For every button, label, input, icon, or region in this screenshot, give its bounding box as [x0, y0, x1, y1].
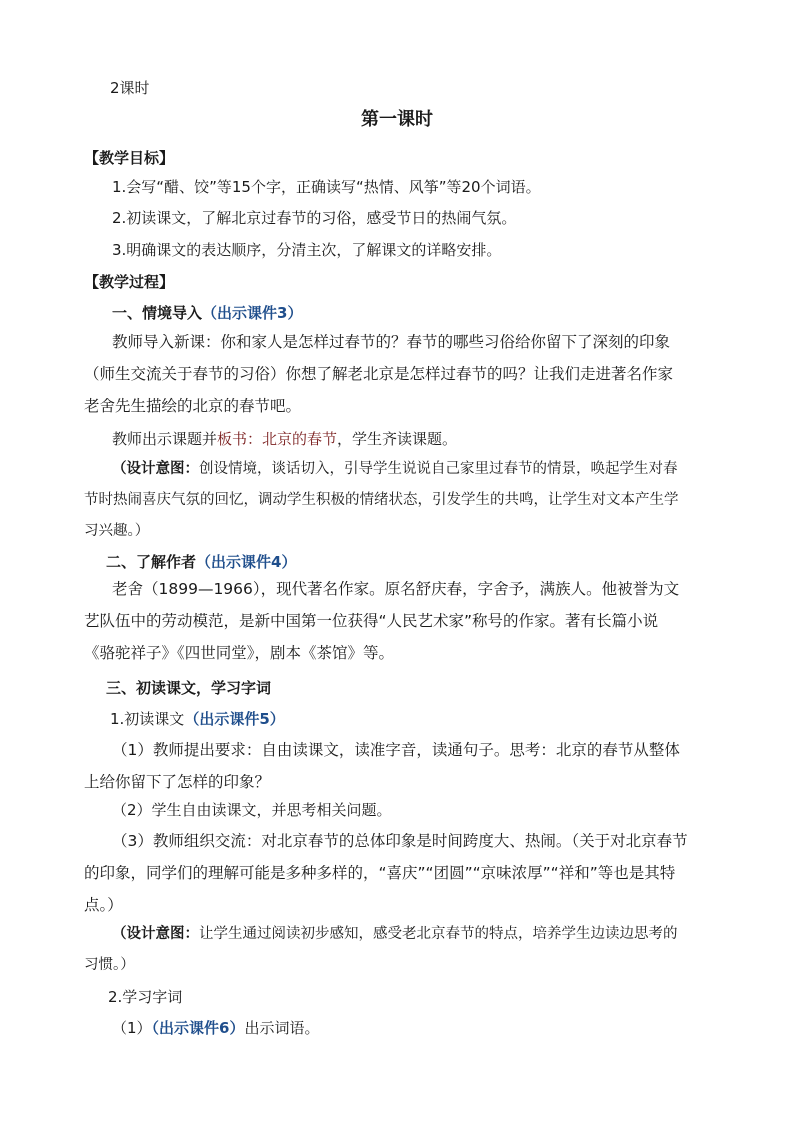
section-1-design-intent [84, 454, 690, 547]
section-1-paragraph-1: 教师导入新课：你和家人是怎样过春节的？春节的哪些习俗给你留下了深刻的印象（师生交流关于春节的习俗）你想了解老北京是怎样过春节的吗？让我们走进著名作家老舍先生描绘的北京的春节吧。 [84, 333, 674, 415]
design-intent-text-2: 让学生通过阅读初步感知，感受老北京春节的特点，培养学生边读边思考的习惯。） [84, 926, 678, 973]
sub-1-title: 1.初读课文 [110, 710, 185, 728]
step-1: （1）教师提出要求：自由读课文，读准字音，读通句子。思考：北京的春节从整体上给你留下了怎样的印象？ [84, 741, 680, 791]
section-1-ref: （出示课件3） [202, 304, 303, 322]
section-1-paragraph-2 [112, 428, 712, 450]
step-4-ref: （出示课件6） [151, 1019, 245, 1037]
section-2-heading [106, 551, 706, 573]
sub-1-ref: （出示课件5） [184, 710, 285, 728]
design-intent-label-2: （设计意图： [112, 926, 199, 942]
design-intent-text: 创设情境，谈话切入，引导学生说说自己家里过春节的情景，唤起学生对春节时热闹喜庆气氛的回忆，调动学生积极的情绪状态，引发学生的共鸣，让学生对文本产生学习兴趣。） [84, 461, 679, 539]
section-1-title: 一、情境导入 [112, 304, 203, 322]
section-2-ref: （出示课件4） [196, 553, 297, 571]
goal-item-3: 3.明确课文的表达顺序，分清主次，了解课文的详略安排。 [112, 241, 502, 259]
sub-2-heading: 2.学习字词 [108, 988, 183, 1006]
para2-text-c: ，学生齐读课题。 [337, 430, 458, 448]
goals-heading: 【教学目标】 [84, 149, 175, 167]
goal-item-1: 1.会写“醋、饺”等15个字，正确读写“热情、风筝”等20个词语。 [112, 178, 541, 196]
step-2: （2）学生自由读课文，并思考相关问题。 [112, 801, 392, 819]
section-2-paragraph: 老舍（1899—1966），现代著名作家。原名舒庆春，字舍予，满族人。他被誉为文艺队伍中的劳动模范，是新中国第一位获得“人民艺术家”称号的作家。著有长篇小说《骆驼祥子》《四世同堂》，剧本《茶馆》等。 [84, 580, 680, 662]
section-3-design-intent [84, 919, 690, 981]
step-4-text: 出示词语。 [244, 1019, 320, 1037]
page-title: 第一课时 [361, 109, 433, 130]
design-intent-label: （设计意图： [112, 461, 199, 477]
sub-1-heading [110, 708, 710, 730]
section-3-heading: 三、初读课文，学习字词 [106, 679, 272, 697]
step-4 [112, 1017, 712, 1039]
step-4-num: （1） [112, 1019, 152, 1037]
process-heading: 【教学过程】 [84, 273, 175, 291]
lesson-count: 2课时 [110, 79, 150, 97]
para2-text-a: 教师出示课题并 [112, 430, 218, 448]
step-3: （3）教师组织交流：对北京春节的总体印象是时间跨度大、热闹。（关于对北京春节的印象，同学们的理解可能是多种多样的，“喜庆”“团圆”“京味浓厚”“祥和”等也是其特点。） [84, 832, 688, 914]
section-2-title: 二、了解作者 [106, 553, 197, 571]
goal-item-2: 2.初读课文，了解北京过春节的习俗，感受节日的热闹气氛。 [112, 209, 517, 227]
section-1-heading [112, 302, 712, 324]
board-note: 板书：北京的春节 [217, 430, 338, 448]
